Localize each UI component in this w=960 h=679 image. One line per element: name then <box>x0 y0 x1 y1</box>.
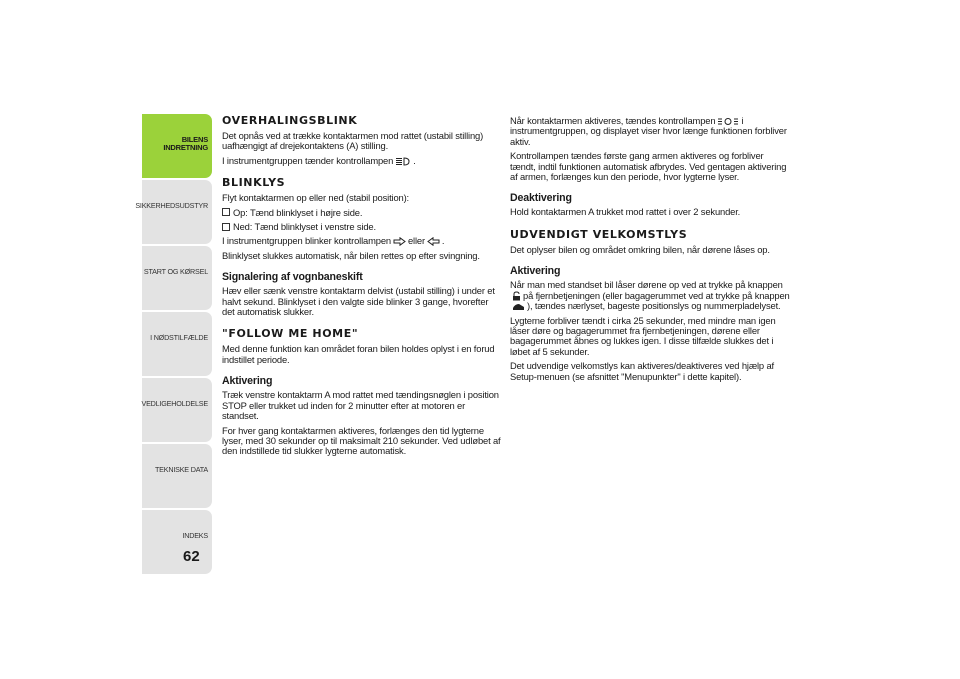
section-title-overhalingsblink: OVERHALINGSBLINK <box>222 114 358 127</box>
paragraph: Blinklyset slukkes automatisk, når bilen rettes op efter svingning. <box>222 249 480 261</box>
tab-indeks[interactable] <box>142 510 212 574</box>
paragraph: Med denne funktion kan området foran bilen holdes oplyst i en forud indstillet periode. <box>222 343 495 365</box>
subsection-title-aktivering: Aktivering <box>222 375 273 388</box>
tab-sikkerhedsudstyr[interactable] <box>135 180 212 244</box>
text: Når kontaktarmen aktiveres, tændes kontrollampen <box>510 115 716 126</box>
paragraph: Det udvendige velkomstlys kan aktiveres/deaktiveres ved hjælp af Setup-menuen (se afsnittet "Menupunkter" i dette kapitel). <box>510 360 774 382</box>
bullet-square-icon <box>222 208 230 216</box>
sidebar-nav <box>135 114 212 576</box>
subsection-title-deaktivering: Deaktivering <box>510 192 572 205</box>
text: I instrumentgruppen tænder kontrollampen <box>222 154 394 166</box>
tab-i-nodstilfaelde[interactable] <box>142 312 212 376</box>
text: eller <box>407 235 425 247</box>
tab-label: BILENS INDRETNING <box>163 135 208 152</box>
text: i instrumentgruppen, og displayet viser hvor længe funktionen forbliver aktiv. <box>510 115 787 147</box>
tab-bilens-indretning[interactable] <box>142 114 212 178</box>
paragraph <box>222 156 502 166</box>
text: I instrumentgruppen blinker kontrollampen <box>222 235 391 247</box>
paragraph: Det oplyser bilen og området omkring bilen, når dørene låses op. <box>510 243 770 255</box>
section-title-blinklys: BLINKLYS <box>222 176 286 190</box>
high-beam-icon <box>395 157 411 166</box>
text: Ned: Tænd blinklyset i venstre side. <box>233 221 376 233</box>
turn-right-arrow-icon <box>393 237 406 246</box>
unlock-padlock-icon <box>512 291 521 301</box>
tab-label: START OG KØRSEL <box>143 267 208 276</box>
turn-left-arrow-icon <box>427 237 440 246</box>
page-number: 62 <box>183 548 200 565</box>
bullet-item <box>222 222 502 232</box>
paragraph: For hver gang kontaktarmen aktiveres, forlænges den tid lygterne lyser, med 30 sekunder op til maksimalt 210 sekunder. Ved udløbet af den indstillede tid slukker lygterne automatisk. <box>222 424 501 457</box>
tab-label: I NØDSTILFÆLDE <box>150 333 208 342</box>
trunk-open-icon <box>512 302 525 311</box>
text: . <box>441 235 445 247</box>
tab-label: INDEKS <box>182 531 208 540</box>
paragraph: Flyt kontaktarmen op eller ned (stabil position): <box>222 192 410 204</box>
content-column-right <box>510 116 790 386</box>
text: på fjernbetjeningen (eller bagagerummet ved at trykke på knappen <box>523 289 790 301</box>
paragraph: Træk venstre kontaktarm A mod rattet med tændingsnøglen i position STOP eller trukket ud inden for 2 minutter efter at motoren er standset. <box>222 389 499 422</box>
paragraph <box>510 280 790 311</box>
paragraph: Kontrollampen tændes første gang armen aktiveres og forbliver tændt, indtil funktionen automatisk afbrydes. Ved gentagen aktivering af armen, forlænges kun den periode, hvor lygterne lyser. <box>510 150 787 183</box>
section-title-udvendigt-velkomstlys: UDVENDIGT VELKOMSTLYS <box>510 227 688 241</box>
bullet-item <box>222 208 502 218</box>
paragraph: Det opnås ved at trække kontaktarmen mod rattet (ustabil stilling) uafhængigt af drejekontaktens (A) stilling. <box>222 130 484 152</box>
text: ), tændes nærlyset, bageste positionslys og nummerpladelyset. <box>527 300 781 312</box>
tab-label: TEKNISKE DATA <box>154 465 208 474</box>
subsection-title-aktivering-2: Aktivering <box>510 265 561 278</box>
text: . <box>413 154 416 166</box>
bullet-square-icon <box>222 223 230 231</box>
paragraph: Lygterne forbliver tændt i cirka 25 sekunder, med mindre man igen låser døre og bagagerummet fra fjernbetjeningen, dørene eller bagagerummet åbnes og lukkes igen. I disse tilfælde slukkes det i løbet af 5 sekunder. <box>510 314 776 357</box>
paragraph <box>510 116 790 147</box>
subsection-title-signalering: Signalering af vognbaneskift <box>222 271 363 284</box>
section-title-follow-me-home: "FOLLOW ME HOME" <box>222 327 359 341</box>
text: Op: Tænd blinklyset i højre side. <box>233 206 363 218</box>
content-column-left <box>222 114 502 461</box>
paragraph: Hæv eller sænk venstre kontaktarm delvist (ustabil stilling) i under et halvt sekund. Blinklyset i den valgte side blinker 3 gange, hvorefter det automatisk slukker. <box>222 285 495 318</box>
tab-label: SIKKERHEDSUDSTYR <box>135 201 208 210</box>
tab-label: VEDLIGEHOLDELSE <box>141 399 208 408</box>
tab-vedligeholdelse[interactable] <box>142 378 212 442</box>
paragraph: Hold kontaktarmen A trukket mod rattet i over 2 sekunder. <box>510 206 741 218</box>
text: Når man med standset bil låser dørene op ved at trykke på knappen <box>510 279 783 291</box>
tab-tekniske-data[interactable] <box>142 444 212 508</box>
tab-start-og-korsel[interactable] <box>142 246 212 310</box>
paragraph <box>222 236 502 246</box>
